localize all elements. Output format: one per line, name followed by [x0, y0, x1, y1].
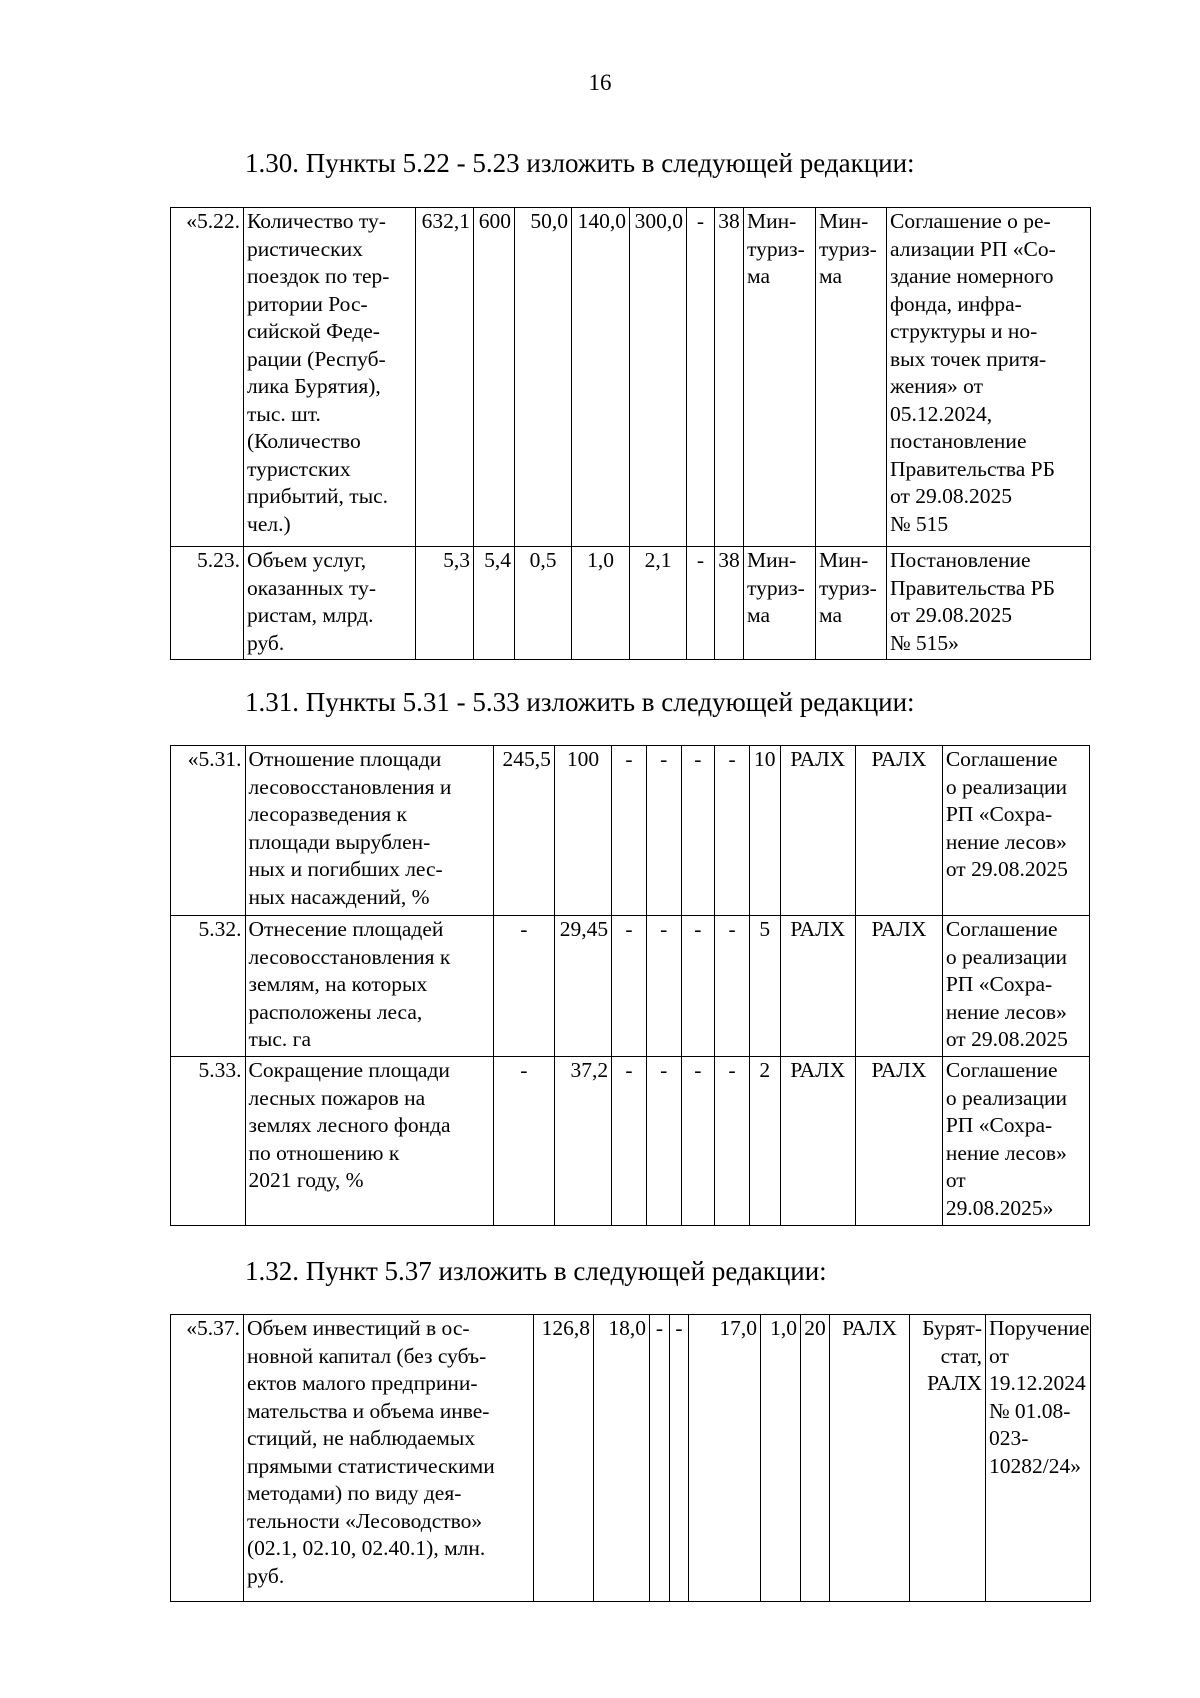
value-cell: -	[715, 1057, 750, 1226]
weight-cell: 38	[715, 547, 744, 660]
value-cell: 5,3	[416, 547, 474, 660]
indicator-name: Количество ту- ристических поездок по тер- ритории Рос- сийской Феде- рации (Респуб- лика Бурятия), тыс. шт. (Количество туристских прибытий, тыс. чел.)	[244, 208, 416, 547]
responsible-cell: РАЛХ	[830, 1315, 910, 1602]
value-cell: -	[715, 916, 750, 1057]
weight-cell: 38	[715, 208, 744, 547]
table-1-31	[170, 745, 1090, 1226]
table-row	[171, 746, 1090, 916]
indicator-name: Отнесение площадей лесовосстановления к землям, на которых расположены леса, тыс. га	[245, 916, 493, 1057]
value-cell: 245,5	[493, 746, 554, 916]
table-1-30	[170, 207, 1091, 660]
responsible-cell: РАЛХ	[780, 916, 856, 1057]
value-cell: -	[612, 746, 647, 916]
value-cell: -	[493, 916, 554, 1057]
table-row	[171, 1315, 1091, 1602]
basis-cell: Поручение от 19.12.2024 № 01.08- 023- 10282/24»	[986, 1315, 1091, 1602]
value-cell: 600	[474, 208, 515, 547]
section-heading-1-31: 1.31. Пункты 5.31 - 5.33 изложить в следующей редакции:	[245, 687, 915, 717]
responsible-cell: Мин- туриз- ма	[744, 208, 816, 547]
table-row	[171, 1057, 1090, 1226]
value-cell: -	[650, 1315, 670, 1602]
value-cell: -	[681, 1057, 715, 1226]
value-cell: 18,0	[594, 1315, 650, 1602]
row-number: 5.23.	[171, 547, 244, 660]
basis-cell: Соглашение о ре- ализации РП «Со- здание номерного фонда, инфра- структуры и но- вых точек притя- жения» от 05.12.2024, постановление Правительства РБ от 29.08.2025 № 515	[887, 208, 1091, 547]
weight-cell: 2	[749, 1057, 780, 1226]
page-number: 16	[588, 70, 612, 95]
basis-cell: Соглашение о реализации РП «Сохра- нение лесов» от 29.08.2025»	[942, 1057, 1089, 1226]
value-cell: -	[646, 916, 681, 1057]
value-cell: -	[646, 1057, 681, 1226]
weight-cell: 20	[801, 1315, 830, 1602]
table-row	[171, 916, 1090, 1057]
responsible-cell: РАЛХ	[780, 1057, 856, 1226]
value-cell: -	[646, 746, 681, 916]
value-cell: -	[493, 1057, 554, 1226]
value-cell: 5,4	[474, 547, 515, 660]
indicator-name: Сокращение площади лесных пожаров на землях лесного фонда по отношению к 2021 году, %	[245, 1057, 493, 1226]
source-cell: РАЛХ	[856, 1057, 943, 1226]
value-cell: 100	[554, 746, 611, 916]
row-number: «5.31.	[171, 746, 246, 916]
value-cell: -	[687, 547, 715, 660]
row-number: «5.37.	[171, 1315, 244, 1602]
source-cell: РАЛХ	[856, 916, 943, 1057]
basis-cell: Соглашение о реализации РП «Сохра- нение лесов» от 29.08.2025	[942, 916, 1089, 1057]
source-cell: Мин- туриз- ма	[816, 547, 887, 660]
value-cell: -	[715, 746, 750, 916]
section-heading-1-30: 1.30. Пункты 5.22 - 5.23 изложить в следующей редакции:	[245, 148, 915, 178]
value-cell: 1,0	[761, 1315, 801, 1602]
value-cell: 37,2	[554, 1057, 611, 1226]
value-cell: 126,8	[534, 1315, 594, 1602]
value-cell: 2,1	[630, 547, 687, 660]
section-heading-1-32: 1.32. Пункт 5.37 изложить в следующей редакции:	[245, 1256, 827, 1286]
value-cell: -	[612, 916, 647, 1057]
value-cell: -	[687, 208, 715, 547]
basis-cell: Постановление Правительства РБ от 29.08.2025 № 515»	[887, 547, 1091, 660]
row-number: 5.33.	[171, 1057, 246, 1226]
value-cell: 140,0	[572, 208, 630, 547]
table-1-32	[170, 1314, 1091, 1602]
basis-cell: Соглашение о реализации РП «Сохра- нение лесов» от 29.08.2025	[942, 746, 1089, 916]
row-number: 5.32.	[171, 916, 246, 1057]
value-cell: 0,5	[515, 547, 572, 660]
weight-cell: 5	[749, 916, 780, 1057]
row-number: «5.22.	[171, 208, 244, 547]
indicator-name: Отношение площади лесовосстановления и лесоразведения к площади вырублен- ных и погибших лес- ных насаждений, %	[245, 746, 493, 916]
source-cell: Бурят- стат, РАЛХ	[910, 1315, 986, 1602]
source-cell: РАЛХ	[856, 746, 943, 916]
table-row	[171, 547, 1091, 660]
indicator-name: Объем услуг, оказанных ту- ристам, млрд. руб.	[244, 547, 416, 660]
value-cell: 29,45	[554, 916, 611, 1057]
value-cell: 632,1	[416, 208, 474, 547]
responsible-cell: Мин- туриз- ма	[744, 547, 816, 660]
value-cell: 300,0	[630, 208, 687, 547]
weight-cell: 10	[749, 746, 780, 916]
value-cell: 1,0	[572, 547, 630, 660]
responsible-cell: РАЛХ	[780, 746, 856, 916]
value-cell: -	[670, 1315, 689, 1602]
indicator-name: Объем инвестиций в ос- новной капитал (без субъ- ектов малого предприни- мательства и объема инве- стиций, не наблюдаемых прямыми статистическими методами) по виду дея- тельности «Лесоводство» (02.1, 02.10, 02.40.1), млн. руб.	[244, 1315, 534, 1602]
source-cell: Мин- туриз- ма	[816, 208, 887, 547]
value-cell: 50,0	[515, 208, 572, 547]
value-cell: 17,0	[689, 1315, 761, 1602]
value-cell: -	[681, 916, 715, 1057]
value-cell: -	[681, 746, 715, 916]
value-cell: -	[612, 1057, 647, 1226]
table-row	[171, 208, 1091, 547]
